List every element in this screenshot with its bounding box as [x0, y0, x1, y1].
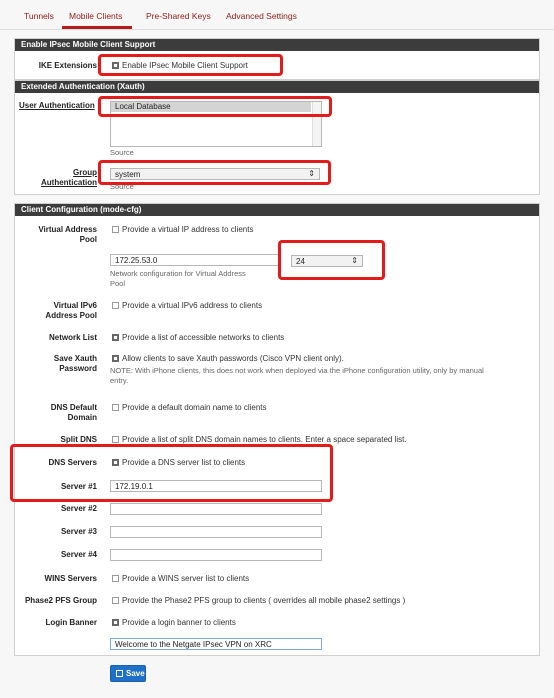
group-auth-label-2: Authentication [41, 178, 97, 187]
tab-tunnels[interactable]: Tunnels [24, 11, 54, 21]
panel-client-config [14, 203, 540, 656]
ike-extensions-text: Enable IPsec Mobile Client Support [122, 61, 248, 70]
annotation-box-user-auth [98, 96, 332, 117]
save-xauth-checkbox[interactable] [112, 355, 119, 362]
select-arrows-icon: ⇕ [308, 169, 315, 178]
tab-mobile-clients[interactable]: Mobile Clients [69, 11, 123, 21]
server1-input[interactable]: 172.19.0.1 [110, 480, 322, 492]
server3-input[interactable] [110, 526, 322, 538]
network-list-text: Provide a list of accessible networks to clients [122, 333, 285, 342]
save-xauth-note-2: entry. [110, 376, 129, 385]
v6-checkbox[interactable] [112, 302, 119, 309]
server4-input[interactable] [110, 549, 322, 561]
server2-label: Server #2 [60, 504, 97, 513]
floppy-icon [116, 670, 123, 677]
vap-hint-2: Pool [110, 279, 126, 288]
save-xauth-note-1: NOTE: With iPhone clients, this does not work when deployed via the iPhone configuration utility, only by manual [110, 366, 484, 375]
tab-pre-shared-keys[interactable]: Pre-Shared Keys [146, 11, 211, 21]
pfs-label: Phase2 PFS Group [24, 596, 97, 605]
save-xauth-text: Allow clients to save Xauth passwords (Cisco VPN client only). [122, 354, 344, 363]
vap-label-1: Virtual Address [38, 225, 97, 234]
annotation-box-group [98, 160, 331, 185]
wins-label: WINS Servers [44, 574, 97, 583]
section-title: Extended Authentication (Xauth) [15, 81, 539, 93]
annotation-box-ike [98, 54, 283, 76]
section-title: Enable IPsec Mobile Client Support [15, 39, 539, 51]
group-auth-value: system [115, 170, 141, 179]
server1-label: Server #1 [60, 482, 97, 491]
save-button-label: Save [126, 669, 145, 678]
pfs-checkbox[interactable] [112, 597, 119, 604]
login-banner-label: Login Banner [45, 618, 97, 627]
vap-text: Provide a virtual IP address to clients [122, 225, 254, 234]
server2-input[interactable] [110, 503, 322, 515]
dns-servers-label: DNS Servers [48, 458, 97, 467]
vap-label-2: Pool [79, 235, 97, 244]
group-auth-label-1: Group [73, 168, 97, 177]
split-dns-label: Split DNS [60, 435, 97, 444]
split-dns-checkbox[interactable] [112, 436, 119, 443]
select-arrows-icon: ⇕ [351, 256, 358, 265]
user-auth-option-local[interactable]: Local Database [111, 102, 311, 112]
save-xauth-label-1: Save Xauth [53, 354, 97, 363]
save-button[interactable] [110, 665, 146, 682]
wins-checkbox[interactable] [112, 575, 119, 582]
dns-default-label-2: Domain [67, 413, 97, 422]
annotation-box-mask [278, 240, 385, 280]
tab-advanced-settings[interactable]: Advanced Settings [226, 11, 297, 21]
vap-hint-1: Network configuration for Virtual Address [110, 269, 246, 278]
network-list-checkbox[interactable] [112, 334, 119, 341]
ike-extensions-label: IKE Extensions [38, 61, 97, 70]
save-xauth-label-2: Password [59, 364, 97, 373]
vap-checkbox[interactable] [112, 226, 119, 233]
source-hint-2: Source [110, 182, 134, 191]
user-auth-label: User Authentication [19, 101, 95, 110]
section-title: Client Configuration (mode-cfg) [15, 204, 539, 216]
server4-label: Server #4 [60, 550, 97, 559]
active-tab-indicator [62, 26, 132, 29]
login-banner-checkbox[interactable] [112, 619, 119, 626]
dns-servers-text: Provide a DNS server list to clients [122, 458, 246, 467]
annotation-box-dns [10, 444, 333, 502]
dns-default-label-1: DNS Default [50, 403, 97, 412]
v6-label-2: Address Pool [45, 311, 97, 320]
pfs-text: Provide the Phase2 PFS group to clients ( overrides all mobile phase2 settings ) [122, 596, 406, 605]
split-dns-text: Provide a list of split DNS domain names to clients. Enter a space separated list. [122, 435, 407, 444]
login-banner-input[interactable]: Welcome to the Netgate IPsec VPN on XRC [110, 638, 322, 650]
network-list-label: Network List [48, 333, 97, 342]
dns-default-checkbox[interactable] [112, 404, 119, 411]
vap-mask-value: 24 [296, 257, 305, 266]
v6-text: Provide a virtual IPv6 address to clients [122, 301, 263, 310]
source-hint-1: Source [110, 148, 134, 157]
login-banner-text: Provide a login banner to clients [122, 618, 236, 627]
dns-default-text: Provide a default domain name to clients [122, 403, 267, 412]
vap-network-input[interactable]: 172.25.53.0 [110, 254, 280, 266]
v6-label-1: Virtual IPv6 [53, 301, 97, 310]
server3-label: Server #3 [60, 527, 97, 536]
tab-bar [0, 0, 554, 30]
wins-text: Provide a WINS server list to clients [122, 574, 250, 583]
